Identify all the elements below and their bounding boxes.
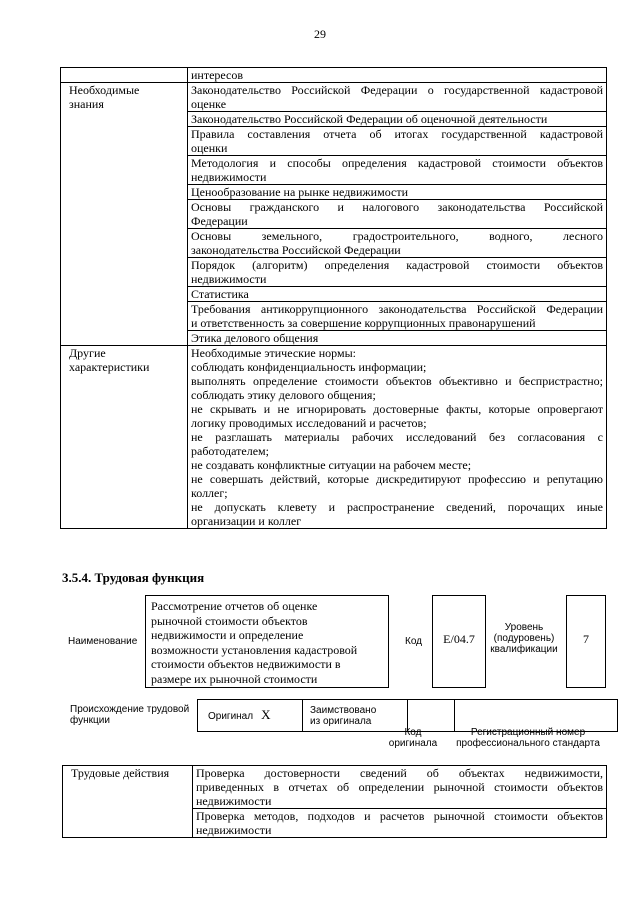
caption-line: оригинала [388,738,438,749]
knowledge-item [188,185,607,200]
knowledge-item [188,83,607,112]
function-name-line: размере их рыночной стоимости [151,671,318,686]
knowledge-item [188,229,607,258]
knowledge-item-line: и ответственность за совершение коррупционных правонарушений [191,316,536,330]
knowledge-item-line: Требования антикоррупционного законодательства Российской Федерации [191,302,603,316]
knowledge-label-line: Необходимые [69,83,140,97]
borrowed-label-line: Заимствовано [310,704,377,716]
code-label: Код [405,636,423,647]
origin-label-line: Происхождение трудовой [70,704,190,715]
knowledge-item [188,112,607,127]
ethics-line: не скрывать и не игнорировать достоверные факты, которые опровергают [191,402,603,416]
section-heading: 3.5.4. Трудовая функция [62,570,205,585]
knowledge-item-line: законодательства Российской Федерации [191,243,401,257]
ethics-line: не допускать клевету и распространение сведений, порочащих иные [191,500,603,514]
knowledge-item-line: оценке [191,97,227,111]
ethics-line: коллег; [191,486,228,500]
knowledge-item-line: недвижимости [191,272,267,286]
qualification-level-label-line: (подуровень) [493,633,555,644]
table-row [61,68,607,83]
caption-line: профессионального стандарта [456,738,600,749]
requirements-table [60,67,607,529]
knowledge-label-line: знания [69,97,104,111]
knowledge-item-line: оценки [191,141,228,155]
ethics-line: не разглашать материалы рабочих исследований без согласования с [191,430,603,444]
knowledge-item [188,302,607,331]
labor-action-item [193,766,607,809]
knowledge-item [188,127,607,156]
knowledge-item-line: Ценообразование на рынке недвижимости [191,185,408,199]
other-characteristics-text [188,346,607,529]
ethics-line: соблюдать конфиденциальность информации; [191,360,427,374]
ethics-line: соблюдать этику делового общения; [191,388,376,402]
original-label: Оригинал [208,711,254,722]
original-mark: X [261,707,271,722]
original-code-caption [388,727,438,749]
other-characteristics-label [61,346,188,529]
knowledge-item-line: Федерации [191,214,248,228]
knowledge-item-line: Правила составления отчета об итогах государственной кадастровой [191,127,603,141]
knowledge-item-line: Основы земельного, градостроительного, водного, лесного [191,229,603,243]
knowledge-item [188,156,607,185]
labor-action-item [193,809,607,838]
other-label-line: характеристики [69,360,150,374]
knowledge-item-line: Законодательство Российской Федерации о государственной кадастровой [191,83,603,97]
ethics-line: организации и коллег [191,514,302,528]
qualification-level-label [487,622,561,655]
knowledge-item-line: Статистика [191,287,249,301]
qualification-level-value: 7 [566,595,606,688]
function-name-line: Рассмотрение отчетов об оценке [151,599,318,613]
labor-action-line: Проверка достоверности сведений об объектах недвижимости, [196,766,603,780]
knowledge-item [188,287,607,302]
knowledge-item-line: Методология и способы определения кадастровой стоимости объектов [191,156,603,170]
function-name-line: стоимости объектов недвижимости в [151,657,341,671]
table-row [61,346,607,529]
borrowed-label-line: из оригинала [310,715,372,727]
knowledge-label [61,83,188,346]
knowledge-item-line: Порядок (алгоритм) определения кадастровой стоимости объектов [191,258,603,272]
name-label: Наименование [68,636,138,647]
original-cell [198,700,303,732]
caption-line: Код [404,727,422,738]
labor-action-line: недвижимости [196,794,272,808]
table-row [61,83,607,112]
function-name-line: рыночной стоимости объектов [151,613,308,628]
labor-action-line: недвижимости [196,823,272,837]
caption-line: Регистрационный номер [470,727,586,738]
knowledge-item-line: недвижимости [191,170,267,184]
ethics-line: не создавать конфликтные ситуации на рабочем месте; [191,458,472,472]
labor-action-line: Проверка методов, подходов и расчетов рыночной стоимости объектов [196,809,603,823]
knowledge-item-line: Законодательство Российской Федерации об оценочной деятельности [191,112,548,126]
code-value: E/04.7 [432,595,486,688]
function-name-box [145,595,389,688]
qualification-level-label-line: квалификации [490,644,558,655]
table-row [63,766,607,809]
labor-action-line: приведенных в отчетах об определении рыночной стоимости объектов [196,780,603,794]
knowledge-item [188,331,607,346]
labor-actions-label: Трудовые действия [63,766,193,838]
labor-actions-table [62,765,607,838]
function-name-line: недвижимости и определение [151,628,304,642]
knowledge-item-line: Основы гражданского и налогового законодательства Российской [191,200,603,214]
ethics-line: не совершать действий, которые дискредитируют профессию и репутацию [191,472,603,486]
knowledge-item-line: Этика делового общения [191,331,319,345]
other-label-line: Другие [69,346,106,360]
origin-label-line: функции [70,715,110,726]
page-number: 29 [314,27,326,41]
registration-number-caption [448,727,608,749]
origin-label [70,704,195,726]
qualification-level-label-line: Уровень [504,622,544,633]
function-name-line: возможности установления кадастровой [151,642,358,657]
table-cell: интересов [188,68,607,83]
ethics-line: логику проводимых исследований и расчетов; [191,416,427,430]
ethics-line: выполнять определение стоимости объектов объективно и беспристрастно; [191,374,603,388]
ethics-line: Необходимые этические нормы: [191,346,356,360]
knowledge-item [188,258,607,287]
ethics-line: работодателем; [191,444,269,458]
knowledge-item [188,200,607,229]
